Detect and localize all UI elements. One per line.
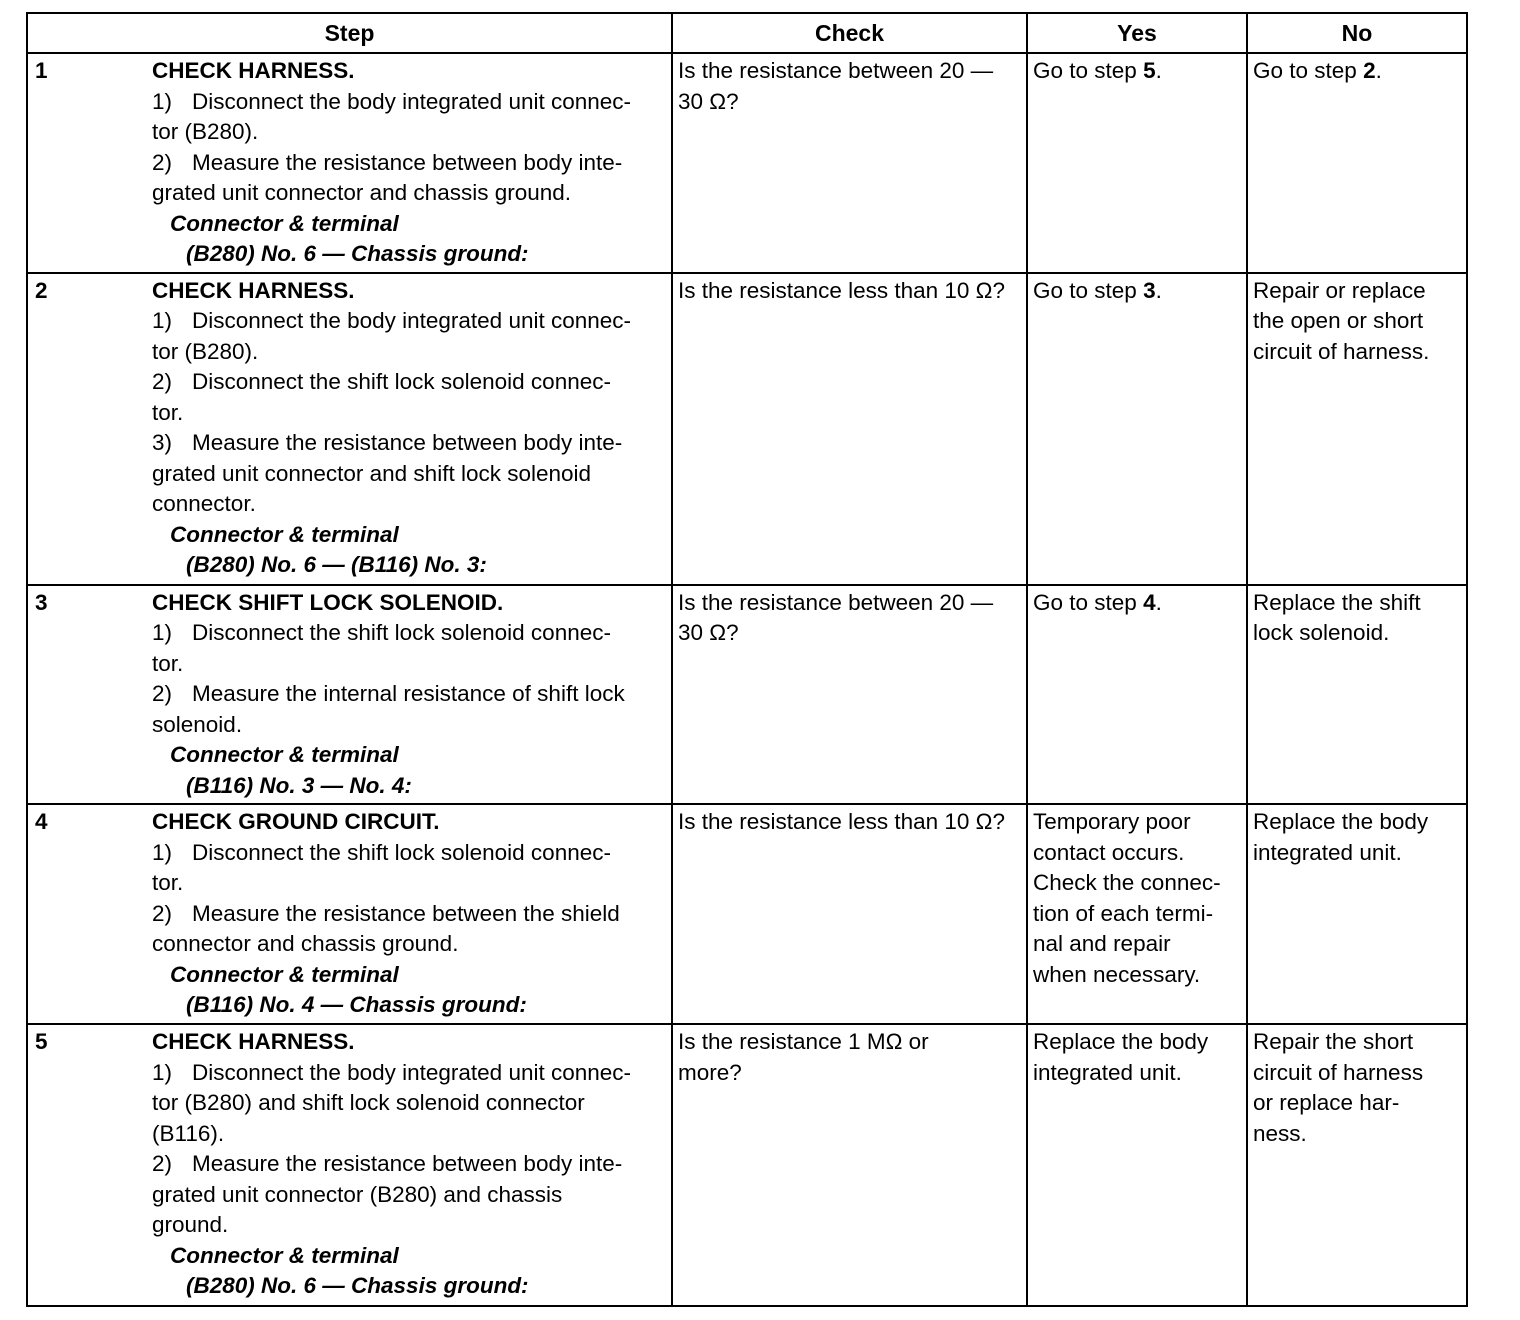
yes-cell	[1027, 53, 1247, 273]
instruction-number: 1)	[152, 839, 173, 865]
terminal-spec: (B280) No. 6 — Chassis ground:	[186, 241, 529, 266]
step-cell	[27, 585, 672, 805]
instruction-continuation: solenoid.	[152, 711, 243, 737]
instruction-continuation: connector and chassis ground.	[152, 931, 459, 956]
yes-goto	[1033, 588, 1241, 619]
yes-goto	[1033, 276, 1241, 307]
instruction-continuation: connector.	[152, 491, 256, 516]
yes-cell	[1027, 273, 1247, 585]
header-check: Check	[672, 13, 1027, 53]
check-line: Is the resistance less than 10 Ω?	[678, 277, 1005, 303]
yes-goto	[1033, 56, 1241, 87]
step-number: 4	[35, 809, 48, 834]
goto-period: .	[1155, 277, 1162, 303]
step-number: 3	[35, 589, 48, 615]
instruction-number: 2)	[152, 900, 173, 926]
no-goto	[1253, 56, 1461, 87]
instruction-line	[152, 148, 667, 179]
instruction-line	[152, 87, 667, 118]
yes-line: Check the connec-	[1033, 870, 1221, 895]
check-line: Is the resistance between 20 —	[678, 58, 994, 83]
goto-text: Go to step	[1033, 589, 1144, 615]
no-line: the open or short	[1253, 308, 1424, 333]
instruction-continuation: ground.	[152, 1212, 229, 1237]
no-line: ness.	[1253, 1120, 1307, 1146]
check-cell	[672, 53, 1027, 273]
yes-line: Replace the body	[1033, 1029, 1209, 1054]
instruction-continuation: tor.	[152, 870, 184, 895]
header-yes: Yes	[1027, 13, 1247, 53]
goto-period: .	[1375, 58, 1382, 83]
instruction-line	[152, 428, 667, 459]
goto-period: .	[1155, 589, 1162, 615]
check-line: Is the resistance less than 10 Ω?	[678, 809, 1005, 834]
step-cell	[27, 804, 672, 1024]
instruction-number: 1)	[152, 1059, 173, 1085]
instruction-continuation: tor (B280).	[152, 119, 259, 144]
instruction-number: 1)	[152, 88, 173, 114]
step-title: CHECK HARNESS.	[152, 58, 355, 83]
instruction-text: Disconnect the body integrated unit connec-	[192, 88, 632, 114]
step-title: CHECK SHIFT LOCK SOLENOID.	[152, 589, 504, 615]
instruction-number: 1)	[152, 308, 173, 333]
instruction-continuation: (B116).	[152, 1120, 225, 1146]
terminal-spec: (B116) No. 3 — No. 4:	[186, 772, 412, 798]
yes-line: contact occurs.	[1033, 839, 1185, 865]
instruction-continuation: tor.	[152, 650, 184, 676]
yes-cell	[1027, 804, 1247, 1024]
instruction-text: Measure the resistance between body inte-	[192, 149, 623, 175]
header-step: Step	[27, 13, 672, 53]
instruction-continuation: grated unit connector and shift lock solenoid	[152, 460, 592, 486]
no-cell	[1247, 273, 1467, 585]
instruction-text: Measure the resistance between body inte-	[192, 430, 623, 455]
no-line: Replace the body	[1253, 809, 1429, 834]
instruction-continuation: grated unit connector and chassis ground.	[152, 180, 572, 205]
step-title: CHECK HARNESS.	[152, 277, 355, 303]
instruction-number: 2)	[152, 681, 173, 706]
yes-line: when necessary.	[1033, 961, 1201, 987]
header-no: No	[1247, 13, 1467, 53]
step-row-4	[27, 804, 1467, 1024]
no-cell	[1247, 53, 1467, 273]
header-row	[27, 13, 1467, 53]
yes-cell	[1027, 585, 1247, 805]
goto-step-number: 5	[1143, 58, 1156, 83]
step-cell	[27, 1024, 672, 1306]
instruction-line	[152, 838, 667, 869]
check-line: 30 Ω?	[678, 88, 739, 114]
instruction-line	[152, 679, 667, 710]
check-cell	[672, 804, 1027, 1024]
instruction-text: Disconnect the shift lock solenoid connec-	[192, 839, 611, 865]
check-cell	[672, 1024, 1027, 1306]
instruction-line	[152, 1149, 667, 1180]
instruction-line	[152, 1058, 667, 1089]
instruction-continuation: grated unit connector (B280) and chassis	[152, 1181, 563, 1207]
step-number: 1	[35, 58, 48, 83]
yes-line: tion of each termi-	[1033, 900, 1214, 926]
instruction-line	[152, 899, 667, 930]
instruction-line	[152, 367, 667, 398]
instruction-number: 2)	[152, 149, 173, 175]
instruction-number: 2)	[152, 1151, 173, 1176]
no-line: Repair or replace	[1253, 277, 1426, 303]
instruction-number: 3)	[152, 430, 173, 455]
connector-label: Connector & terminal	[170, 1242, 399, 1268]
step-row-1	[27, 53, 1467, 273]
instruction-text: Disconnect the body integrated unit connec-	[192, 1059, 632, 1085]
no-line: integrated unit.	[1253, 839, 1402, 865]
step-title: CHECK HARNESS.	[152, 1029, 355, 1054]
step-row-3	[27, 585, 1467, 805]
instruction-text: Disconnect the shift lock solenoid connec-	[192, 369, 611, 394]
instruction-text: Disconnect the body integrated unit connec-	[192, 308, 632, 333]
no-line: or replace har-	[1253, 1090, 1400, 1115]
no-line: circuit of harness.	[1253, 338, 1430, 364]
step-cell	[27, 273, 672, 585]
yes-line: integrated unit.	[1033, 1059, 1182, 1085]
yes-cell	[1027, 1024, 1247, 1306]
goto-text: Go to step	[1033, 277, 1144, 303]
goto-period: .	[1155, 58, 1162, 83]
check-line: Is the resistance between 20 —	[678, 589, 994, 615]
instruction-text: Disconnect the shift lock solenoid connec-	[192, 620, 611, 645]
yes-line: Temporary poor	[1033, 809, 1191, 834]
check-line: Is the resistance 1 MΩ or	[678, 1029, 929, 1054]
connector-label: Connector & terminal	[170, 210, 399, 236]
no-cell	[1247, 804, 1467, 1024]
no-cell	[1247, 585, 1467, 805]
instruction-number: 2)	[152, 369, 173, 394]
check-line: 30 Ω?	[678, 620, 739, 645]
connector-label: Connector & terminal	[170, 521, 399, 547]
instruction-line	[152, 306, 667, 337]
connector-label: Connector & terminal	[170, 961, 399, 987]
goto-step-number: 3	[1143, 277, 1156, 303]
step-cell	[27, 53, 672, 273]
terminal-spec: (B116) No. 4 — Chassis ground:	[186, 992, 527, 1017]
step-title: CHECK GROUND CIRCUIT.	[152, 809, 440, 834]
goto-step-number: 4	[1143, 589, 1156, 615]
goto-step-number: 2	[1363, 58, 1376, 83]
check-cell	[672, 273, 1027, 585]
instruction-continuation: tor (B280).	[152, 338, 259, 364]
step-number: 2	[35, 277, 48, 303]
diagnostic-table	[26, 12, 1468, 1307]
no-line: circuit of harness	[1253, 1059, 1424, 1085]
goto-text: Go to step	[1253, 58, 1364, 83]
step-row-2	[27, 273, 1467, 585]
no-line: Replace the shift	[1253, 589, 1421, 615]
instruction-number: 1)	[152, 620, 173, 645]
no-cell	[1247, 1024, 1467, 1306]
terminal-spec: (B280) No. 6 — (B116) No. 3:	[186, 552, 487, 577]
instruction-continuation: tor.	[152, 399, 184, 425]
instruction-text: Measure the resistance between the shield	[192, 900, 620, 926]
connector-label: Connector & terminal	[170, 742, 399, 767]
terminal-spec: (B280) No. 6 — Chassis ground:	[186, 1273, 529, 1298]
no-line: Repair the short	[1253, 1029, 1414, 1054]
goto-text: Go to step	[1033, 58, 1144, 83]
instruction-text: Measure the internal resistance of shift lock	[192, 681, 625, 706]
check-cell	[672, 585, 1027, 805]
yes-line: nal and repair	[1033, 931, 1171, 956]
instruction-line	[152, 618, 667, 649]
no-line: lock solenoid.	[1253, 620, 1390, 645]
step-number: 5	[35, 1029, 48, 1054]
check-line: more?	[678, 1059, 742, 1085]
step-row-5	[27, 1024, 1467, 1306]
instruction-text: Measure the resistance between body inte-	[192, 1151, 623, 1176]
instruction-continuation: tor (B280) and shift lock solenoid connector	[152, 1090, 585, 1115]
